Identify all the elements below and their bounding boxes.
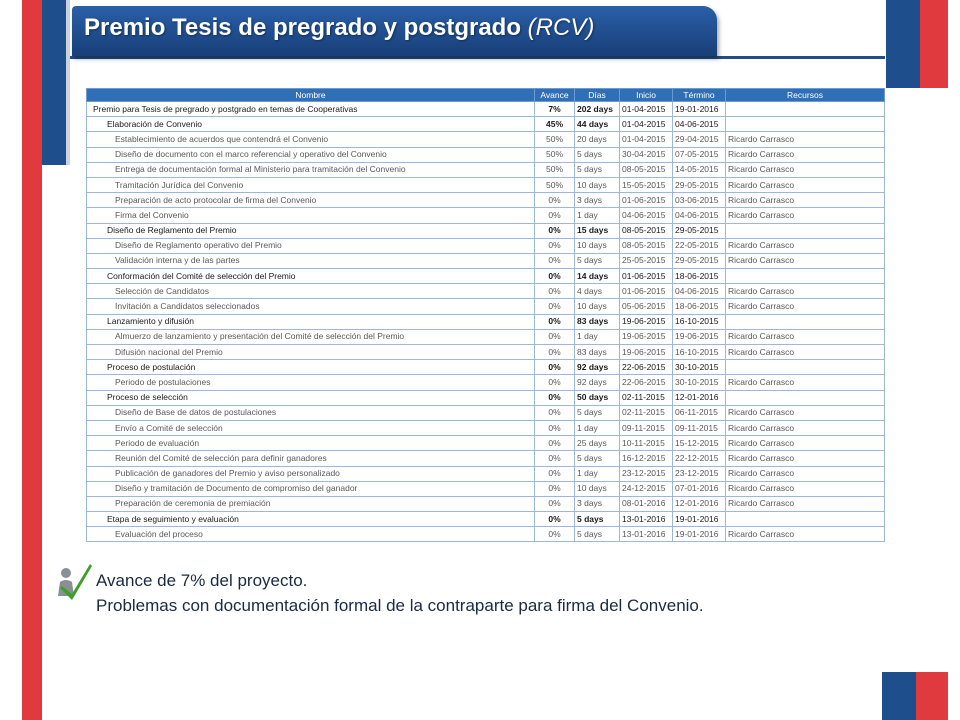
note-problems: Problemas con documentación formal de la contraparte para firma del Convenio. xyxy=(96,596,704,615)
task-avance: 7% xyxy=(535,102,575,117)
task-inicio: 10-11-2015 xyxy=(620,436,673,451)
task-name xyxy=(87,299,535,314)
task-recursos: Ricardo Carrasco xyxy=(726,527,885,542)
task-name-text: Diseño y tramitación de Documento de compromiso del ganador xyxy=(115,483,358,494)
task-name xyxy=(87,253,535,268)
task-avance: 0% xyxy=(535,360,575,375)
task-termino: 29-05-2015 xyxy=(673,253,726,268)
task-inicio: 30-04-2015 xyxy=(620,147,673,162)
task-recursos: Ricardo Carrasco xyxy=(726,208,885,223)
task-dias: 92 days xyxy=(575,360,620,375)
task-dias: 5 days xyxy=(575,451,620,466)
task-name xyxy=(87,496,535,511)
table-row xyxy=(87,329,885,344)
task-termino: 07-05-2015 xyxy=(673,147,726,162)
task-dias: 10 days xyxy=(575,299,620,314)
task-inicio: 19-06-2015 xyxy=(620,314,673,329)
task-termino: 18-06-2015 xyxy=(673,269,726,284)
task-name-text: Reunión del Comité de selección para definir ganadores xyxy=(115,452,327,463)
task-avance: 0% xyxy=(535,405,575,420)
task-name xyxy=(87,390,535,405)
task-name-text: Etapa de seguimiento y evaluación xyxy=(107,513,239,524)
table-row xyxy=(87,177,885,192)
task-name xyxy=(87,405,535,420)
task-inicio: 01-06-2015 xyxy=(620,284,673,299)
task-termino: 29-05-2015 xyxy=(673,177,726,192)
task-avance: 0% xyxy=(535,314,575,329)
table-row xyxy=(87,405,885,420)
task-avance: 0% xyxy=(535,299,575,314)
task-avance: 45% xyxy=(535,117,575,132)
task-name xyxy=(87,117,535,132)
task-inicio: 22-06-2015 xyxy=(620,360,673,375)
task-termino: 30-10-2015 xyxy=(673,360,726,375)
task-recursos xyxy=(726,390,885,405)
task-termino: 22-05-2015 xyxy=(673,238,726,253)
left-red-bar xyxy=(22,0,42,720)
task-name xyxy=(87,481,535,496)
task-inicio: 09-11-2015 xyxy=(620,420,673,435)
task-dias: 92 days xyxy=(575,375,620,390)
task-name xyxy=(87,345,535,360)
task-termino: 22-12-2015 xyxy=(673,451,726,466)
task-recursos xyxy=(726,360,885,375)
task-table-body xyxy=(87,102,885,542)
task-recursos: Ricardo Carrasco xyxy=(726,405,885,420)
task-termino: 14-05-2015 xyxy=(673,162,726,177)
task-termino: 19-01-2016 xyxy=(673,527,726,542)
task-termino: 16-10-2015 xyxy=(673,345,726,360)
task-name-text: Lanzamiento y difusión xyxy=(107,316,194,327)
task-inicio: 19-06-2015 xyxy=(620,345,673,360)
task-recursos: Ricardo Carrasco xyxy=(726,132,885,147)
task-name-text: Invitación a Candidatos seleccionados xyxy=(115,301,260,312)
task-inicio: 25-05-2015 xyxy=(620,253,673,268)
table-row xyxy=(87,147,885,162)
task-recursos: Ricardo Carrasco xyxy=(726,436,885,451)
task-inicio: 08-01-2016 xyxy=(620,496,673,511)
task-name-text: Publicación de ganadores del Premio y aviso personalizado xyxy=(115,468,340,479)
task-inicio: 01-06-2015 xyxy=(620,193,673,208)
task-dias: 202 days xyxy=(575,102,620,117)
task-name xyxy=(87,208,535,223)
task-name xyxy=(87,451,535,466)
task-name xyxy=(87,329,535,344)
task-name xyxy=(87,420,535,435)
task-dias: 5 days xyxy=(575,253,620,268)
task-name-text: Envío a Comité de selección xyxy=(115,422,223,433)
table-row xyxy=(87,162,885,177)
task-name-text: Entrega de documentación formal al Ministerio para tramitación del Convenio xyxy=(115,164,406,175)
task-name xyxy=(87,102,535,117)
task-dias: 14 days xyxy=(575,269,620,284)
task-recursos: Ricardo Carrasco xyxy=(726,375,885,390)
task-avance: 0% xyxy=(535,269,575,284)
table-row xyxy=(87,193,885,208)
table-row xyxy=(87,496,885,511)
header-recursos: Recursos xyxy=(726,89,885,102)
task-recursos: Ricardo Carrasco xyxy=(726,162,885,177)
task-avance: 0% xyxy=(535,420,575,435)
task-recursos: Ricardo Carrasco xyxy=(726,329,885,344)
table-row xyxy=(87,132,885,147)
task-inicio: 01-04-2015 xyxy=(620,117,673,132)
task-recursos: Ricardo Carrasco xyxy=(726,420,885,435)
table-row xyxy=(87,466,885,481)
task-name xyxy=(87,284,535,299)
header-avance: Avance xyxy=(535,89,575,102)
task-termino: 03-06-2015 xyxy=(673,193,726,208)
table-row xyxy=(87,223,885,238)
task-name xyxy=(87,269,535,284)
task-recursos: Ricardo Carrasco xyxy=(726,193,885,208)
task-dias: 50 days xyxy=(575,390,620,405)
task-termino: 07-01-2016 xyxy=(673,481,726,496)
task-avance: 0% xyxy=(535,193,575,208)
task-avance: 50% xyxy=(535,162,575,177)
task-avance: 0% xyxy=(535,390,575,405)
table-row xyxy=(87,360,885,375)
task-dias: 83 days xyxy=(575,345,620,360)
task-recursos: Ricardo Carrasco xyxy=(726,451,885,466)
task-name xyxy=(87,375,535,390)
task-recursos: Ricardo Carrasco xyxy=(726,299,885,314)
task-dias: 10 days xyxy=(575,177,620,192)
task-termino: 19-01-2016 xyxy=(673,102,726,117)
task-termino: 04-06-2015 xyxy=(673,284,726,299)
task-dias: 15 days xyxy=(575,223,620,238)
task-recursos: Ricardo Carrasco xyxy=(726,147,885,162)
task-inicio: 05-06-2015 xyxy=(620,299,673,314)
task-inicio: 08-05-2015 xyxy=(620,223,673,238)
table-row xyxy=(87,375,885,390)
task-recursos: Ricardo Carrasco xyxy=(726,177,885,192)
task-name xyxy=(87,512,535,527)
task-name xyxy=(87,193,535,208)
task-name-text: Preparación de acto protocolar de firma del Convenio xyxy=(115,194,317,205)
task-table xyxy=(86,88,885,542)
task-inicio: 22-06-2015 xyxy=(620,375,673,390)
table-row xyxy=(87,512,885,527)
task-termino: 12-01-2016 xyxy=(673,496,726,511)
task-dias: 5 days xyxy=(575,512,620,527)
task-name xyxy=(87,162,535,177)
task-termino: 04-06-2015 xyxy=(673,208,726,223)
task-name-text: Diseño de Reglamento operativo del Premio xyxy=(115,240,282,251)
task-name-text: Evaluación del proceso xyxy=(115,528,203,539)
task-avance: 0% xyxy=(535,284,575,299)
task-recursos: Ricardo Carrasco xyxy=(726,481,885,496)
left-shade-bar xyxy=(66,0,70,165)
task-avance: 0% xyxy=(535,238,575,253)
task-avance: 0% xyxy=(535,466,575,481)
task-termino: 12-01-2016 xyxy=(673,390,726,405)
task-termino: 18-06-2015 xyxy=(673,299,726,314)
task-recursos xyxy=(726,102,885,117)
table-row xyxy=(87,253,885,268)
task-name-text: Diseño de Base de datos de postulaciones xyxy=(115,407,277,418)
task-recursos: Ricardo Carrasco xyxy=(726,284,885,299)
task-recursos: Ricardo Carrasco xyxy=(726,466,885,481)
task-avance: 0% xyxy=(535,496,575,511)
task-avance: 0% xyxy=(535,253,575,268)
task-recursos xyxy=(726,269,885,284)
task-avance: 0% xyxy=(535,208,575,223)
task-termino: 09-11-2015 xyxy=(673,420,726,435)
left-blue-bar xyxy=(42,0,66,165)
task-name xyxy=(87,147,535,162)
task-dias: 44 days xyxy=(575,117,620,132)
task-name-text: Diseño de Reglamento del Premio xyxy=(107,225,237,236)
table-row xyxy=(87,299,885,314)
task-name-text: Elaboración de Convenio xyxy=(107,118,202,129)
table-row xyxy=(87,527,885,542)
task-avance: 0% xyxy=(535,481,575,496)
task-termino: 23-12-2015 xyxy=(673,466,726,481)
task-inicio: 15-05-2015 xyxy=(620,177,673,192)
task-name xyxy=(87,177,535,192)
task-dias: 4 days xyxy=(575,284,620,299)
task-inicio: 01-06-2015 xyxy=(620,269,673,284)
task-dias: 10 days xyxy=(575,481,620,496)
top-right-red-block xyxy=(920,0,948,88)
table-row xyxy=(87,436,885,451)
task-inicio: 13-01-2016 xyxy=(620,527,673,542)
task-dias: 5 days xyxy=(575,405,620,420)
task-avance: 0% xyxy=(535,512,575,527)
task-inicio: 16-12-2015 xyxy=(620,451,673,466)
task-recursos: Ricardo Carrasco xyxy=(726,253,885,268)
table-row xyxy=(87,117,885,132)
task-name xyxy=(87,223,535,238)
task-dias: 1 day xyxy=(575,466,620,481)
task-name-text: Preparación de ceremonia de premiación xyxy=(115,498,271,509)
task-inicio: 08-05-2015 xyxy=(620,162,673,177)
task-dias: 3 days xyxy=(575,193,620,208)
task-name-text: Tramitación Jurídica del Convenio xyxy=(115,179,244,190)
task-inicio: 02-11-2015 xyxy=(620,405,673,420)
task-dias: 5 days xyxy=(575,162,620,177)
task-name-text: Proceso de selección xyxy=(107,392,188,403)
task-name-text: Selección de Candidatos xyxy=(115,285,210,296)
task-name xyxy=(87,527,535,542)
task-dias: 25 days xyxy=(575,436,620,451)
bottom-right-red-block xyxy=(916,672,948,720)
table-row xyxy=(87,451,885,466)
title-banner xyxy=(72,6,717,56)
task-dias: 1 day xyxy=(575,208,620,223)
task-name-text: Establecimiento de acuerdos que contendrá el Convenio xyxy=(115,133,329,144)
task-dias: 1 day xyxy=(575,329,620,344)
task-name-text: Diseño de documento con el marco referencial y operativo del Convenio xyxy=(115,149,387,160)
task-name xyxy=(87,132,535,147)
task-termino: 19-06-2015 xyxy=(673,329,726,344)
task-termino: 30-10-2015 xyxy=(673,375,726,390)
task-avance: 50% xyxy=(535,132,575,147)
task-avance: 0% xyxy=(535,451,575,466)
table-row xyxy=(87,284,885,299)
task-termino: 15-12-2015 xyxy=(673,436,726,451)
note-progress: Avance de 7% del proyecto. xyxy=(96,571,308,590)
task-inicio: 04-06-2015 xyxy=(620,208,673,223)
task-name xyxy=(87,436,535,451)
task-avance: 50% xyxy=(535,177,575,192)
task-inicio: 24-12-2015 xyxy=(620,481,673,496)
task-dias: 1 day xyxy=(575,420,620,435)
task-name-text: Proceso de postulación xyxy=(107,361,196,372)
task-avance: 0% xyxy=(535,436,575,451)
task-recursos: Ricardo Carrasco xyxy=(726,496,885,511)
task-name-text: Premio para Tesis de pregrado y postgrado en temas de Cooperativas xyxy=(93,103,358,114)
task-inicio: 19-06-2015 xyxy=(620,329,673,344)
task-avance: 0% xyxy=(535,329,575,344)
task-inicio: 02-11-2015 xyxy=(620,390,673,405)
task-inicio: 08-05-2015 xyxy=(620,238,673,253)
task-name-text: Periodo de evaluación xyxy=(115,437,200,448)
task-inicio: 01-04-2015 xyxy=(620,132,673,147)
task-dias: 20 days xyxy=(575,132,620,147)
task-termino: 04-06-2015 xyxy=(673,117,726,132)
task-avance: 50% xyxy=(535,147,575,162)
table-row xyxy=(87,420,885,435)
table-row xyxy=(87,345,885,360)
task-termino: 16-10-2015 xyxy=(673,314,726,329)
task-avance: 0% xyxy=(535,375,575,390)
task-termino: 06-11-2015 xyxy=(673,405,726,420)
task-termino: 29-05-2015 xyxy=(673,223,726,238)
page-title xyxy=(84,14,594,41)
header-dias: Días xyxy=(575,89,620,102)
task-name xyxy=(87,238,535,253)
task-avance: 0% xyxy=(535,527,575,542)
task-avance: 0% xyxy=(535,223,575,238)
task-termino: 29-04-2015 xyxy=(673,132,726,147)
table-row xyxy=(87,481,885,496)
task-name xyxy=(87,466,535,481)
task-recursos xyxy=(726,117,885,132)
task-name xyxy=(87,314,535,329)
task-inicio: 13-01-2016 xyxy=(620,512,673,527)
task-recursos xyxy=(726,314,885,329)
table-row xyxy=(87,208,885,223)
task-recursos: Ricardo Carrasco xyxy=(726,345,885,360)
header-termino: Término xyxy=(673,89,726,102)
task-dias: 5 days xyxy=(575,527,620,542)
table-row xyxy=(87,269,885,284)
header-nombre: Nombre xyxy=(87,89,535,102)
task-inicio: 01-04-2015 xyxy=(620,102,673,117)
header-inicio: Inicio xyxy=(620,89,673,102)
task-dias: 10 days xyxy=(575,238,620,253)
title-sub: (RCV) xyxy=(527,14,595,41)
bottom-right-blue-block xyxy=(882,672,916,720)
task-termino: 19-01-2016 xyxy=(673,512,726,527)
table-row xyxy=(87,314,885,329)
top-right-blue-block xyxy=(886,0,920,88)
task-name xyxy=(87,360,535,375)
notes-list xyxy=(96,568,704,618)
task-dias: 83 days xyxy=(575,314,620,329)
title-main: Premio Tesis de pregrado y postgrado xyxy=(84,14,521,41)
task-recursos xyxy=(726,512,885,527)
task-dias: 3 days xyxy=(575,496,620,511)
task-name-text: Firma del Convenio xyxy=(115,209,189,220)
task-recursos: Ricardo Carrasco xyxy=(726,238,885,253)
task-name-text: Conformación del Comité de selección del Premio xyxy=(107,270,296,281)
task-name-text: Difusión nacional del Premio xyxy=(115,346,223,357)
task-avance: 0% xyxy=(535,345,575,360)
task-name-text: Periodo de postulaciones xyxy=(115,376,211,387)
table-row xyxy=(87,390,885,405)
task-recursos xyxy=(726,223,885,238)
task-name-text: Almuerzo de lanzamiento y presentación del Comité de selección del Premio xyxy=(115,331,405,342)
task-inicio: 23-12-2015 xyxy=(620,466,673,481)
task-name-text: Validación interna y de las partes xyxy=(115,255,240,266)
table-header-row xyxy=(87,89,885,102)
task-dias: 5 days xyxy=(575,147,620,162)
title-underline xyxy=(70,56,885,59)
check-person-icon xyxy=(48,556,96,604)
table-row xyxy=(87,238,885,253)
table-row xyxy=(87,102,885,117)
